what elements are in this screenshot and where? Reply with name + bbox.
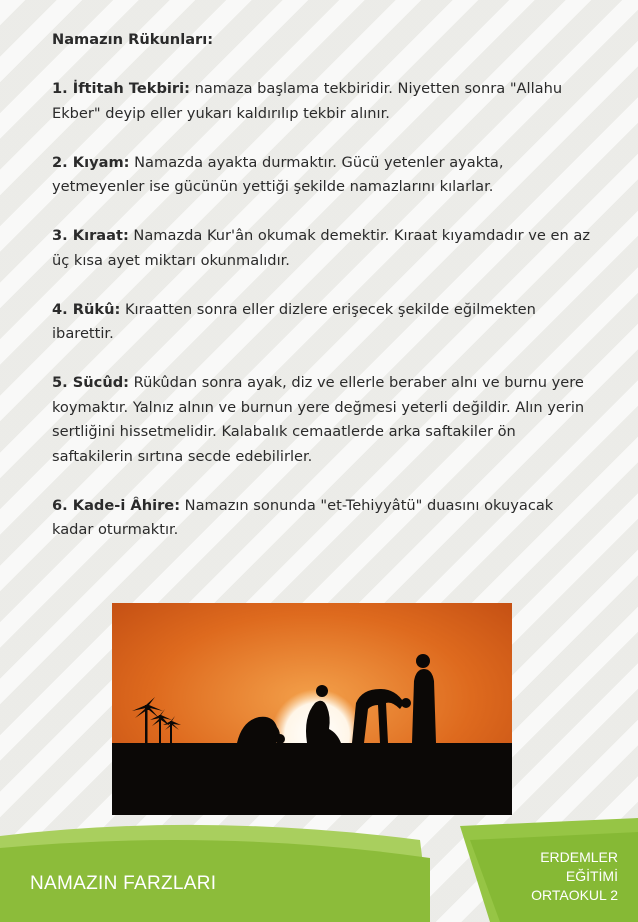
footer-title: NAMAZIN FARZLARI [30, 873, 217, 894]
school-name-line: EĞİTİMİ [565, 868, 618, 884]
list-item [52, 298, 592, 347]
item-label: 6. Kade-i Âhire: [52, 496, 181, 514]
item-text: Rükûdan sonra ayak, diz ve ellerle beraber alnı ve burnu yere koymaktır. Yalnız alnın ve burnun yere değmesi yeterli değildir. Alın yerin sertliğini hissetmelidir. Kalabalık cemaatlerde arka saftakiler ön saftakilerin sırtına secde edebilirler. [52, 374, 585, 465]
item-text: Kıraatten sonra eller dizlere erişecek şekilde eğilmekten ibarettir. [52, 300, 536, 342]
document-body [52, 28, 592, 567]
item-label: 1. İftitah Tekbiri: [52, 80, 190, 97]
school-name-line: ORTAOKUL 2 [531, 887, 618, 903]
item-text: namaza başlama tekbiridir. Niyetten sonra "Allahu Ekber" deyip eller yukarı kaldırılıp tekbir alınır. [52, 80, 563, 122]
sunset-scene [112, 603, 512, 815]
document-heading: Namazın Rükunları: [52, 31, 214, 48]
item-text: Namazda Kur'ân okumak demektir. Kıraat kıyamdadır ve en az üç kısa ayet miktarı okunmalıdır. [52, 227, 590, 269]
prayer-silhouette-image [112, 603, 512, 815]
item-label: 2. Kıyam: [52, 153, 130, 171]
item-text: Namazda ayakta durmaktır. Gücü yetenler ayakta, yetmeyenler ise gücünün yettiği şekilde namazlarını kılarlar. [52, 153, 504, 195]
item-label: 3. Kıraat: [52, 227, 129, 244]
ground [112, 743, 512, 815]
list-item [52, 77, 592, 126]
list-item [52, 371, 592, 469]
item-label: 5. Sücûd: [52, 374, 130, 391]
list-item [52, 151, 592, 200]
item-label: 4. Rükû: [52, 300, 121, 318]
list-item [52, 494, 592, 543]
school-name-line: ERDEMLER [540, 849, 618, 865]
standing-figure [412, 669, 436, 743]
item-text: Namazın sonunda "et-Tehiyyâtü" duasını okuyacak kadar oturmaktır. [52, 496, 554, 538]
list-item [52, 224, 592, 273]
footer [0, 818, 638, 922]
school-name [488, 848, 618, 905]
